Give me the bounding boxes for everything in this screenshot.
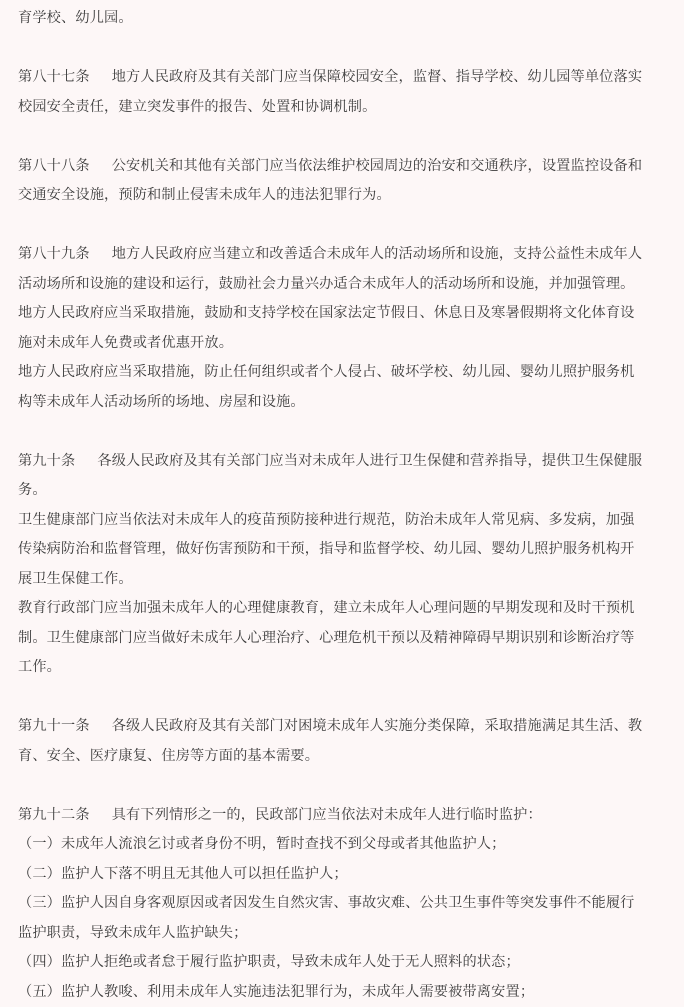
text-line: 施对未成年人免费或者优惠开放。 <box>18 329 670 359</box>
article-number: 第八十九条 <box>18 246 90 262</box>
text-line: 育、安全、医疗康复、住房等方面的基本需要。 <box>18 742 670 772</box>
text-line <box>18 801 670 831</box>
text-line <box>18 447 670 477</box>
text-line: 监护职责，导致未成年人监护缺失； <box>18 919 670 949</box>
text-line: 育学校、幼儿园。 <box>18 4 670 34</box>
list-item: （一）未成年人流浪乞讨或者身份不明，暂时查找不到父母或者其他监护人； <box>18 830 670 860</box>
text-line: 活动场所和设施的建设和运行，鼓励社会力量兴办适合未成年人的活动场所和设施，并加强管理。 <box>18 270 670 300</box>
text-line <box>18 152 670 182</box>
text-span: 地方人民政府及其有关部门应当保障校园安全，监督、指导学校、幼儿园等单位落实 <box>112 69 643 85</box>
text-line <box>18 240 670 270</box>
list-item: （五）监护人教唆、利用未成年人实施违法犯罪行为，未成年人需要被带离安置； <box>18 978 670 1007</box>
article-90 <box>18 447 670 683</box>
text-line: 地方人民政府应当采取措施，防止任何组织或者个人侵占、破坏学校、幼儿园、婴幼儿照护服务机 <box>18 358 670 388</box>
text-line <box>18 63 670 93</box>
text-line: 校园安全责任，建立突发事件的报告、处置和协调机制。 <box>18 93 670 123</box>
text-span: 各级人民政府及其有关部门对困境未成年人实施分类保障，采取措施满足其生活、教 <box>112 718 643 734</box>
list-item: （四）监护人拒绝或者怠于履行监护职责，导致未成年人处于无人照料的状态； <box>18 948 670 978</box>
article-92 <box>18 801 670 1007</box>
article-88 <box>18 152 670 211</box>
text-line: 务。 <box>18 476 670 506</box>
text-line: 教育行政部门应当加强未成年人的心理健康教育，建立未成年人心理问题的早期发现和及时干预机 <box>18 594 670 624</box>
text-line: 地方人民政府应当采取措施，鼓励和支持学校在国家法定节假日、休息日及寒暑假期将文化体育设 <box>18 299 670 329</box>
article-89 <box>18 240 670 417</box>
text-line: 构等未成年人活动场所的场地、房屋和设施。 <box>18 388 670 418</box>
text-line: 工作。 <box>18 653 670 683</box>
text-span: 具有下列情形之一的，民政部门应当依法对未成年人进行临时监护： <box>112 807 542 823</box>
text-line: 制。卫生健康部门应当做好未成年人心理治疗、心理危机干预以及精神障碍早期识别和诊断治疗等 <box>18 624 670 654</box>
text-line: 传染病防治和监督管理，做好伤害预防和干预，指导和监督学校、幼儿园、婴幼儿照护服务机构开 <box>18 535 670 565</box>
text-line: 展卫生保健工作。 <box>18 565 670 595</box>
list-item: （二）监护人下落不明且无其他人可以担任监护人； <box>18 860 670 890</box>
article-number: 第八十八条 <box>18 158 90 174</box>
text-span: 公安机关和其他有关部门应当依法维护校园周边的治安和交通秩序，设置监控设备和 <box>112 158 643 174</box>
text-line <box>18 712 670 742</box>
article-87 <box>18 63 670 122</box>
text-span: 各级人民政府及其有关部门应当对未成年人进行卫生保健和营养指导，提供卫生保健服 <box>97 453 642 469</box>
article-91 <box>18 712 670 771</box>
article-number: 第九十一条 <box>18 718 90 734</box>
list-item: （三）监护人因自身客观原因或者因发生自然灾害、事故灾难、公共卫生事件等突发事件不能履行 <box>18 889 670 919</box>
text-line: 卫生健康部门应当依法对未成年人的疫苗预防接种进行规范，防治未成年人常见病、多发病，加强 <box>18 506 670 536</box>
text-span: 地方人民政府应当建立和改善适合未成年人的活动场所和设施，支持公益性未成年人 <box>112 246 643 262</box>
article-number: 第九十条 <box>18 453 75 469</box>
text-line: 交通安全设施，预防和制止侵害未成年人的违法犯罪行为。 <box>18 181 670 211</box>
paragraph-intro-tail <box>18 4 670 34</box>
article-number: 第八十七条 <box>18 69 90 85</box>
article-number: 第九十二条 <box>18 807 90 823</box>
